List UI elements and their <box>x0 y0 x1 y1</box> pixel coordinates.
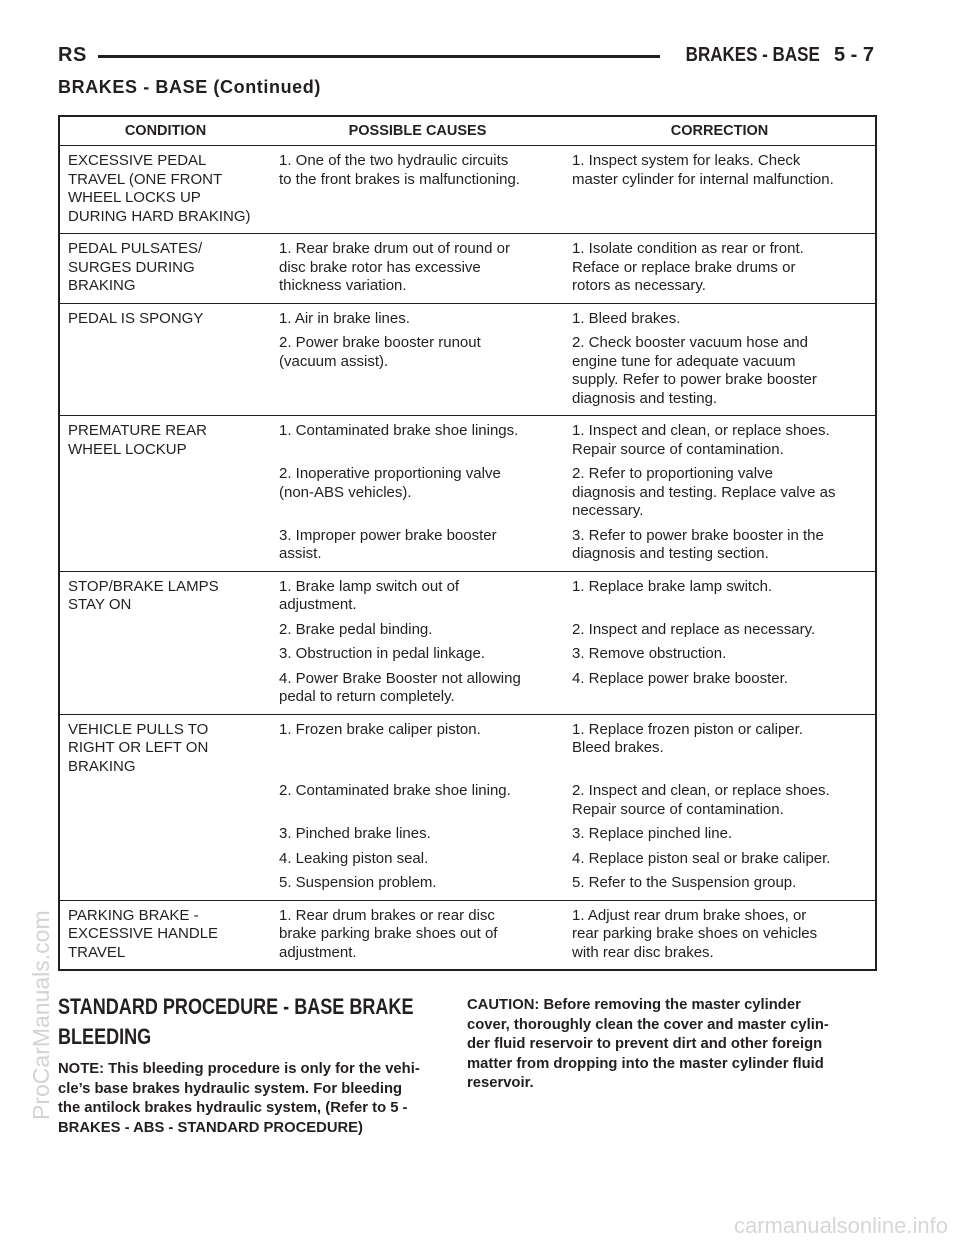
procedure-note: NOTE: This bleeding procedure is only for the vehi- cle’s base brakes hydraulic system. For bleeding the antilock brakes hydraulic system, (Refer to 5 - BRAKES - ABS - STANDARD PROCEDURE) <box>58 1061 420 1136</box>
page-header <box>58 44 874 72</box>
procedure-caution: CAUTION: Before removing the master cylinder cover, thoroughly clean the cover and master cylin- der fluid reservoir to prevent dirt and other foreign matter from dropping into the master cylinder fluid reservoir. <box>467 997 829 1091</box>
cause-item: 1. One of the two hydraulic circuits to the front brakes is malfunctioning. <box>279 152 520 188</box>
condition-cell: PEDAL PULSATES/ SURGES DURING BRAKING <box>59 234 271 304</box>
causes-cell <box>271 146 564 234</box>
causes-cell <box>271 303 564 416</box>
table-row <box>59 303 876 416</box>
condition-cell: STOP/BRAKE LAMPS STAY ON <box>59 571 271 714</box>
correction-item: 2. Refer to proportioning valve diagnosis and testing. Replace valve as necessary. <box>572 465 836 519</box>
correction-item: 4. Replace power brake booster. <box>572 669 788 687</box>
cause-item: 3. Obstruction in pedal linkage. <box>279 645 485 662</box>
table-row <box>59 571 876 714</box>
table-header-row <box>59 116 876 146</box>
cause-item: 1. Rear drum brakes or rear disc brake parking brake shoes out of adjustment. <box>279 906 498 961</box>
column-header-condition: CONDITION <box>59 116 271 146</box>
condition-cell: VEHICLE PULLS TO RIGHT OR LEFT ON BRAKING <box>59 714 271 900</box>
correction-cell <box>564 571 876 714</box>
cause-item: 2. Contaminated brake shoe lining. <box>279 782 511 799</box>
table-row <box>59 234 876 304</box>
correction-item: 3. Replace pinched line. <box>572 825 733 842</box>
table-row <box>59 146 876 234</box>
correction-item: 2. Inspect and replace as necessary. <box>572 620 816 638</box>
causes-cell <box>271 714 564 900</box>
cause-item: 4. Power Brake Booster not allowing pedal to return completely. <box>279 669 521 705</box>
cause-item: 3. Improper power brake booster assist. <box>279 526 497 562</box>
causes-cell <box>271 900 564 970</box>
condition-cell: PREMATURE REAR WHEEL LOCKUP <box>59 416 271 572</box>
table-row <box>59 416 876 572</box>
section-subheading: BRAKES - BASE (Continued) <box>58 77 321 97</box>
condition-cell: PARKING BRAKE - EXCESSIVE HANDLE TRAVEL <box>59 900 271 970</box>
column-header-causes: POSSIBLE CAUSES <box>271 116 564 146</box>
correction-item: 2. Inspect and clean, or replace shoes. Repair source of contamination. <box>572 782 830 818</box>
correction-item: 2. Check booster vacuum hose and engine tune for adequate vacuum supply. Refer to power brake booster diagnosis and testing. <box>572 334 817 407</box>
correction-cell <box>564 146 876 234</box>
procedure-title: STANDARD PROCEDURE - BASE BRAKE BLEEDING <box>58 994 414 1049</box>
correction-item: 1. Inspect system for leaks. Check master cylinder for internal malfunction. <box>572 152 834 188</box>
cause-item: 1. Brake lamp switch out of adjustment. <box>279 577 460 613</box>
cause-item: 4. Leaking piston seal. <box>279 849 429 867</box>
cause-item: 1. Contaminated brake shoe linings. <box>279 422 519 439</box>
correction-item: 5. Refer to the Suspension group. <box>572 874 797 891</box>
header-right <box>662 44 874 67</box>
correction-item: 3. Remove obstruction. <box>572 645 727 662</box>
page-number: 5 - 7 <box>833 44 874 66</box>
cause-item: 2. Inoperative proportioning valve (non-ABS vehicles). <box>279 465 501 501</box>
condition-cell: EXCESSIVE PEDAL TRAVEL (ONE FRONT WHEEL LOCKS UP DURING HARD BRAKING) <box>59 146 271 234</box>
causes-cell <box>271 416 564 572</box>
causes-cell <box>271 234 564 304</box>
condition-cell: PEDAL IS SPONGY <box>59 303 271 416</box>
correction-cell <box>564 900 876 970</box>
correction-cell <box>564 714 876 900</box>
correction-item: 1. Bleed brakes. <box>572 309 681 327</box>
causes-cell <box>271 571 564 714</box>
diagnosis-table <box>58 115 877 971</box>
cause-item: 5. Suspension problem. <box>279 874 437 891</box>
bottom-watermark: carmanualsonline.info <box>733 1213 948 1238</box>
cause-item: 1. Frozen brake caliper piston. <box>279 720 481 738</box>
table-body <box>59 146 876 971</box>
cause-item: 2. Power brake booster runout (vacuum assist). <box>279 334 481 370</box>
header-section-title: BRAKES - BASE <box>685 44 820 66</box>
side-watermark-text: ProCarManuals.com <box>28 910 54 1120</box>
correction-item: 1. Adjust rear drum brake shoes, or rear parking brake shoes on vehicles with rear disc brakes. <box>572 906 818 961</box>
header-vehicle-code: RS <box>58 44 87 66</box>
correction-cell <box>564 416 876 572</box>
correction-item: 1. Isolate condition as rear or front. Reface or replace brake drums or rotors as necessary. <box>572 240 804 294</box>
cause-item: 3. Pinched brake lines. <box>279 825 431 842</box>
correction-item: 1. Replace frozen piston or caliper. Bleed brakes. <box>572 720 803 756</box>
correction-item: 3. Refer to power brake booster in the diagnosis and testing section. <box>572 526 824 562</box>
correction-item: 1. Inspect and clean, or replace shoes. Repair source of contamination. <box>572 422 830 458</box>
table-row <box>59 900 876 970</box>
cause-item: 1. Air in brake lines. <box>279 309 410 327</box>
correction-item: 4. Replace piston seal or brake caliper. <box>572 849 831 867</box>
cause-item: 2. Brake pedal binding. <box>279 620 433 638</box>
correction-cell <box>564 303 876 416</box>
correction-item: 1. Replace brake lamp switch. <box>572 577 773 595</box>
cause-item: 1. Rear brake drum out of round or disc brake rotor has excessive thickness variation. <box>279 240 510 294</box>
column-header-correction: CORRECTION <box>564 116 876 146</box>
correction-cell <box>564 234 876 304</box>
header-rule <box>98 55 660 58</box>
table-row <box>59 714 876 900</box>
